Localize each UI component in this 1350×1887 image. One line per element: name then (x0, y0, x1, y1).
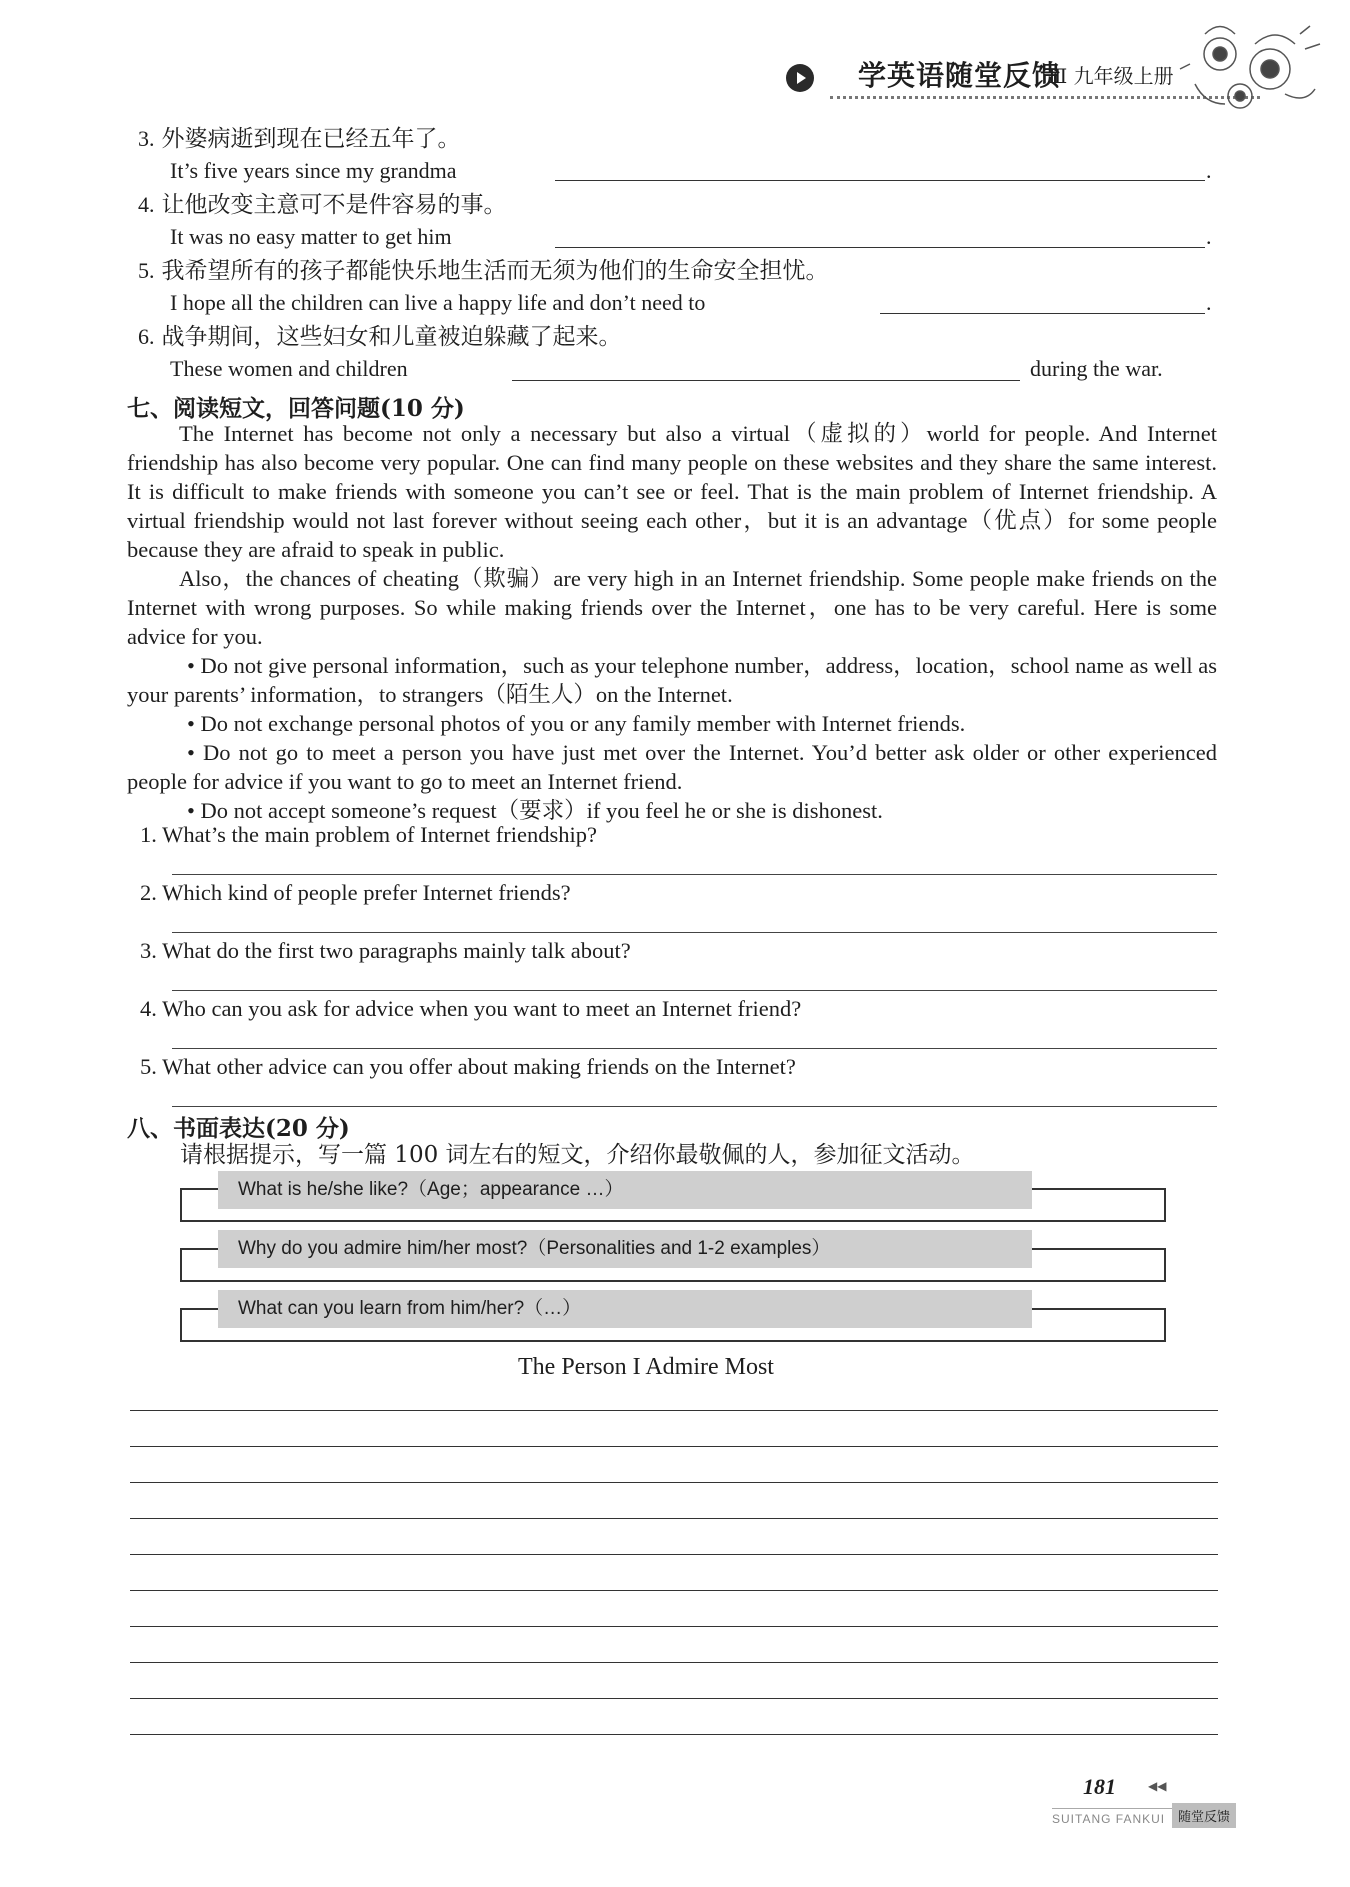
question-5: 5. What other advice can you offer about making friends on the Internet? (140, 1054, 796, 1079)
item-6-chinese: 6. 战争期间，这些妇女和儿童被迫躲藏了起来。 (138, 324, 622, 350)
arrow-left-icon: ◀◀ (1148, 1779, 1167, 1793)
advice-bullet-3: • Do not go to meet a person you have just met over the Internet. You’d better ask older or other experienced people for advice if you want to go to meet an Internet friend. (127, 740, 1217, 794)
writing-line[interactable] (130, 1698, 1218, 1699)
question-1: 1. What’s the main problem of Internet friendship? (140, 822, 597, 847)
question-3-answer-line[interactable] (172, 990, 1217, 991)
advice-bullet-4: • Do not accept someone’s request（要求）if you feel he or she is dishonest. (187, 798, 883, 823)
essay-title: The Person I Admire Most (518, 1354, 774, 1380)
tip-3: What can you learn from him/her?（…） (218, 1290, 1032, 1328)
item-5-period: . (1206, 290, 1212, 315)
writing-line[interactable] (130, 1554, 1218, 1555)
writing-line[interactable] (130, 1626, 1218, 1627)
tip-2: Why do you admire him/her most?（Personalities and 1-2 examples） (218, 1230, 1032, 1268)
writing-line[interactable] (130, 1410, 1218, 1411)
reading-section-heading: 七、阅读短文，回答问题(10 分) (127, 395, 465, 422)
passage-paragraph-1: The Internet has become not only a necessary but also a virtual（虚拟的）world for people. And Internet friendship has also become very popular. One can find many people on these websites and they share the same interest. It is difficult to make friends with someone you can’t see or feel. That is the main problem of Internet friendship. A virtual friendship would not last forever without seeing each other，but it is an advantage（优点）for some people because they are afraid to speak in public. (127, 421, 1217, 562)
writing-instruction: 请根据提示，写一篇 100 词左右的短文，介绍你最敬佩的人，参加征文活动。 (180, 1142, 975, 1168)
item-3-period: . (1206, 158, 1212, 183)
item-6-answer-blank[interactable] (512, 380, 1020, 381)
page-number: 181 (1083, 1774, 1116, 1799)
item-5-answer-blank[interactable] (880, 313, 1205, 314)
play-icon (786, 64, 814, 92)
question-4-answer-line[interactable] (172, 1048, 1217, 1049)
item-3-answer-blank[interactable] (555, 180, 1205, 181)
item-5-prompt: I hope all the children can live a happy life and don’t need to (170, 290, 706, 315)
reading-passage (127, 419, 1217, 825)
question-2: 2. Which kind of people prefer Internet friends? (140, 880, 571, 905)
question-4: 4. Who can you ask for advice when you want to meet an Internet friend? (140, 996, 802, 1021)
footer-rule (1052, 1808, 1172, 1809)
advice-bullet-2: • Do not exchange personal photos of you or any family member with Internet friends. (187, 711, 966, 736)
footer-brand-tag: 随堂反馈 (1172, 1803, 1236, 1828)
book-title: 学英语随堂反馈 (858, 59, 1062, 92)
question-2-answer-line[interactable] (172, 932, 1217, 933)
book-grade: Ⅲ 九年级上册 (1048, 64, 1174, 88)
flower-decoration-icon (1175, 14, 1325, 124)
item-3-chinese: 3. 外婆病逝到现在已经五年了。 (138, 126, 461, 152)
question-5-answer-line[interactable] (172, 1106, 1217, 1107)
item-5-chinese: 5. 我希望所有的孩子都能快乐地生活而无须为他们的生命安全担忧。 (138, 258, 829, 284)
writing-line[interactable] (130, 1590, 1218, 1591)
question-1-answer-line[interactable] (172, 874, 1217, 875)
footer-brand-english: SUITANG FANKUI (1052, 1812, 1166, 1826)
question-3: 3. What do the first two paragraphs mainly talk about? (140, 938, 631, 963)
item-4-answer-blank[interactable] (555, 247, 1205, 248)
writing-line[interactable] (130, 1662, 1218, 1663)
item-6-suffix: during the war. (1030, 356, 1163, 381)
tip-1: What is he/she like?（Age；appearance …） (218, 1171, 1032, 1209)
item-6-prompt: These women and children (170, 356, 408, 381)
writing-line[interactable] (130, 1518, 1218, 1519)
item-3-prompt: It’s five years since my grandma (170, 158, 457, 183)
writing-line[interactable] (130, 1446, 1218, 1447)
writing-section-heading: 八、书面表达(20 分) (127, 1115, 350, 1142)
advice-bullet-1: • Do not give personal information，such as your telephone number，address，location，school name as well as your parents’ information，to strangers（陌生人）on the Internet. (127, 653, 1217, 707)
writing-line[interactable] (130, 1734, 1218, 1735)
passage-paragraph-2: Also，the chances of cheating（欺骗）are very high in an Internet friendship. Some people make friends on the Internet with wrong purposes. So while making friends over the Internet，one has to be very careful. Here is some advice for you. (127, 566, 1217, 649)
item-4-chinese: 4. 让他改变主意可不是件容易的事。 (138, 192, 507, 218)
writing-line[interactable] (130, 1482, 1218, 1483)
item-4-prompt: It was no easy matter to get him (170, 224, 452, 249)
item-4-period: . (1206, 224, 1212, 249)
